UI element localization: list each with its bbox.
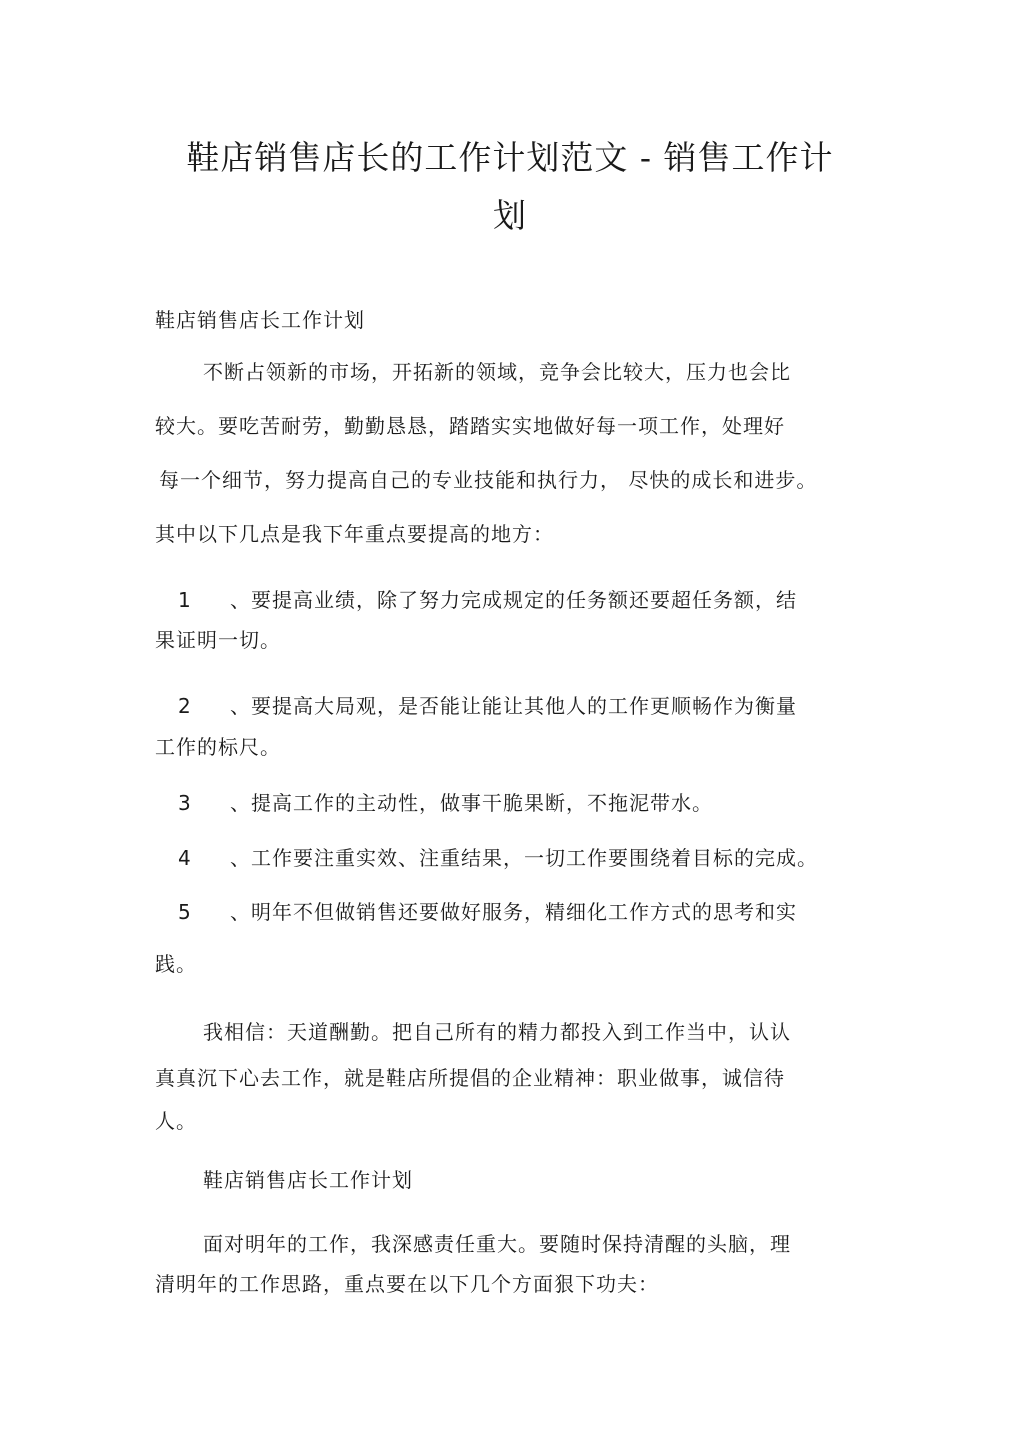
paragraph-2-line-2: 真真沉下心去工作，就是鞋店所提倡的企业精神：职业做事，诚信待 (155, 1066, 785, 1090)
paragraph-3-line-1: 面对明年的工作，我深感责任重大。要随时保持清醒的头脑，理 (203, 1232, 791, 1256)
list-item-5-line-1 (178, 896, 797, 925)
list-item-1-line-2: 果证明一切。 (155, 628, 281, 652)
list-item-1-number: 1 (178, 588, 192, 612)
paragraph-1-line-4: 其中以下几点是我下年重点要提高的地方： (155, 522, 554, 546)
list-item-2-line-2: 工作的标尺。 (155, 735, 281, 759)
paragraph-1-line-1: 不断占领新的市场，开拓新的领域，竞争会比较大，压力也会比 (203, 360, 791, 384)
paragraph-1-line-3: 每一个细节，努力提高自己的专业技能和执行力， 尽快的成长和进步。 (159, 468, 818, 492)
paragraph-1-line-2: 较大。要吃苦耐劳，勤勤恳恳，踏踏实实地做好每一项工作，处理好 (155, 414, 785, 438)
list-item-1-text: 、要提高业绩，除了努力完成规定的任务额还要超任务额，结 (230, 588, 797, 612)
list-item-2-number: 2 (178, 694, 192, 718)
list-item-3-number: 3 (178, 791, 192, 815)
paragraph-2-line-1: 我相信：天道酬勤。把自己所有的精力都投入到工作当中，认认 (203, 1020, 791, 1044)
list-item-3-text: 、提高工作的主动性，做事干脆果断，不拖泥带水。 (230, 791, 713, 815)
list-item-2-line-1 (178, 690, 797, 719)
list-item-1-line-1 (178, 584, 797, 613)
paragraph-3-line-2: 清明年的工作思路，重点要在以下几个方面狠下功夫： (155, 1272, 659, 1296)
list-item-5-text: 、明年不但做销售还要做好服务，精细化工作方式的思考和实 (230, 900, 797, 924)
section-heading-2: 鞋店销售店长工作计划 (203, 1168, 413, 1192)
section-heading-1: 鞋店销售店长工作计划 (155, 308, 365, 332)
document-title-line-2: 划 (493, 196, 527, 235)
list-item-4-text: 、工作要注重实效、注重结果，一切工作要围绕着目标的完成。 (230, 846, 818, 870)
list-item-4-number: 4 (178, 846, 192, 870)
list-item-5-line-2: 践。 (155, 952, 197, 976)
list-item-5-number: 5 (178, 900, 192, 924)
list-item-4 (178, 842, 818, 871)
list-item-2-text: 、要提高大局观，是否能让能让其他人的工作更顺畅作为衡量 (230, 694, 797, 718)
paragraph-2-line-3: 人。 (155, 1109, 197, 1133)
document-title-line-1: 鞋店销售店长的工作计划范文 - 销售工作计 (186, 138, 834, 177)
list-item-3 (178, 787, 713, 816)
